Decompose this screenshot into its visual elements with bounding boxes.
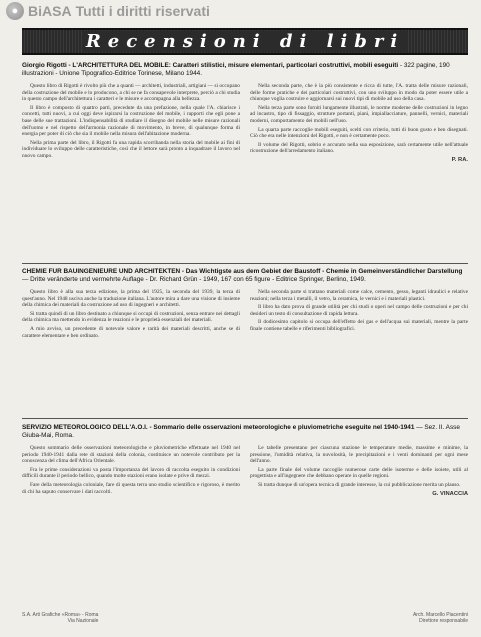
page-footer: [22, 612, 468, 624]
printer-address: Via Nazionale: [67, 618, 99, 624]
director-role: Direttore responsabile: [419, 618, 468, 624]
review-heading: [22, 62, 468, 78]
review-signature: G. VINACCIA: [432, 490, 468, 497]
review-column-right: [250, 83, 468, 164]
review-2: [22, 268, 468, 341]
review-meta: — Sez. II. Asse Giuba-Mai, Roma.: [22, 424, 460, 439]
review-meta: — Dritte veränderte und vermehrte Auflage - Dr. Richard Grün - 1949, 167 con 65 figure - Editrice Springer, Berlino, 1949.: [22, 276, 366, 283]
printer-name: S.A. Arti Grafiche «Roma» - Roma: [22, 612, 99, 618]
director-name: Arch. Marcello Piacentini: [412, 612, 468, 618]
review-paragraph: Si tratta dunque di un'opera tecnica di grande interesse, la cui pubblicazione merita un plauso.: [258, 481, 461, 488]
review-paragraph: Nella seconda parte si trattano materiali come calce, cemento, gesso, leganti idraulici e relative reazioni; nella terza i metalli, il vetro, la ceramica, le vernici e i materiali plastici.: [250, 289, 468, 302]
watermark: [6, 2, 210, 20]
review-column-left: [22, 445, 240, 497]
banner-title: Recensioni di libri: [82, 31, 408, 52]
review-title: - L'ARCHITETTURA DEL MOBILE: Caratteri stilistici, misure elementari, particolari costruttivi, mobili eseguiti: [66, 62, 399, 69]
review-paragraph: Il libro è composto di quattro parti, precedute da una prefazione, nella quale l'A. chiarisce i concetti, tutti nuovi, a cui oggi deve ispirarsi la costruzione del mobile, i rapporti che egli pone a base delle sue trattazioni. L'indispensabilità di studiare il disegno del mobile nelle misure razionali dell'uomo e nel rispetto dell'armonia razionale di movimento, in breve, di qualunque forma di energia per poter di ciò che sia il mobile nella misura dell'abitazione moderna.: [22, 104, 240, 138]
section-banner: [22, 28, 468, 55]
review-paragraph: Nella seconda parte, che è la più consistente e ricca di tutte, l'A. tratta delle misure razionali, delle forme pratiche e dei particolari costruttivi, con uno sviluppo in modo da poter essere utile a chiunque voglia costruire e aggiornarsi sui nuovi tipi di mobile ad uso della casa.: [250, 83, 468, 103]
watermark-tagline: Tutti i diritti riservati: [75, 3, 210, 19]
review-paragraph: Il dodicesimo capitolo si occupa dell'effetto dei gas e dell'acqua sui materiali, mentre la parte finale contiene tabelle e riferimenti bibliografici.: [250, 319, 468, 332]
review-author: Giorgio Rigotti: [22, 62, 67, 69]
review-heading: [22, 268, 468, 284]
review-paragraph: Il libro ha dato prova di grande utilità per chi studi o operi nel campo delle costruzioni e per chi desideri un testo di consultazione di rapida lettura.: [250, 304, 468, 317]
review-paragraph: Fare della meteorologia coloniale, fare di questa terra uno studio scientifico e rigoroso, è merito di chi ha saputo conservare i dati raccolti.: [22, 481, 240, 495]
review-paragraph: Il volume del Rigotti, sobrio e accurato nella sua esposizione, sarà certamente utile nell'attuale ricostruzione dell'arredamento italiano.: [250, 141, 468, 155]
watermark-brand: BiASA: [28, 3, 72, 19]
review-column-right: [250, 445, 468, 497]
review-author: SERVIZIO METEOROLOGICO DELL'A.O.I.: [22, 424, 148, 431]
review-paragraph: Questo sommario delle osservazioni meteorologiche e pluviometriche effettuate nel 1940 nel periodo 1940-1941 dalla rete di stazioni della colonia, costituisce un notevole contributo per la conoscenza del clima dell'Africa Orientale.: [22, 445, 240, 465]
review-heading: [22, 424, 468, 440]
review-signature: P. RA.: [451, 156, 468, 163]
review-paragraph: Nella prima parte del libro, il Rigotti fa una rapida scorribanda nella storia del mobile ai fini di individuare lo sviluppo delle caratteristiche, così che il lettore sarà pronto a inquadrare il lavoro nel nuovo campo.: [22, 139, 240, 159]
divider: [22, 418, 468, 419]
review-paragraph: Questo libro di Rigotti è rivolto più che a quanti — architetti, industriali, artigiani — si occupano della costruzione del mobile e lo producono, a chi se ne fa consapevole interprete, perciò a chi studia in questo campo dell'architettura i caratteri e le misure e accompagna alla bellezza.: [22, 83, 240, 103]
review-column-left: [22, 83, 240, 164]
review-title: - Sommario delle osservazioni meteorologiche e pluviometriche eseguite nel 1940-1941: [147, 424, 415, 431]
biasa-logo-icon: ●: [6, 2, 24, 20]
review-3: [22, 424, 468, 497]
review-title: - Das Wichtigste aus dem Gebiet der Baustoff - Chemie in Gemeinverständlicher Darstellung: [180, 268, 463, 275]
review-column-left: [22, 289, 240, 341]
review-paragraph: Si tratta quindi di un libro destinato a chiunque si occupi di costruzioni, senza entrare nei dettagli della chimica ma mettendo in evidenza le reazioni e le proprietà essenziali dei materiali.: [22, 310, 240, 324]
review-column-right: [250, 289, 468, 341]
review-paragraph: La parte finale del volume raccoglie numerose carte delle isoterme e delle isoiete, utili al progettista e all'ingegnere che debbano operare in quelle regioni.: [250, 466, 468, 480]
review-author: CHEMIE FUR BAUINGENIEURE UND ARCHITEKTEN: [22, 268, 181, 275]
review-meta: - 322 pagine, 190 illustrazioni - Unione Tipografico-Editrice Torinese, Milano 1944.: [22, 62, 450, 77]
review-paragraph: Le tabelle presentano per ciascuna stazione le temperature medie, massime e minime, la pressione, l'umidità relativa, la nuvolosità, le precipitazioni e i venti dominanti per ogni mese dell'anno.: [250, 445, 468, 465]
review-paragraph: Fra le prime considerazioni va posta l'importanza del lavoro di raccolta eseguito in condizioni difficili durante il periodo bellico, quando molte stazioni erano isolate e prive di mezzi.: [22, 466, 240, 480]
review-1: [22, 62, 468, 164]
review-paragraph: La quarta parte raccoglie mobili eseguiti, scelti con criterio, tutti di buon gusto e ben disegnati. Ciò che era nelle intenzioni del Rigotti, e non è certamente poco.: [250, 126, 468, 140]
review-paragraph: A mio avviso, un precedente di notevole valore e rarità dei materiali descritti, anche se di carattere elementare e ben ordinato.: [22, 325, 240, 339]
divider: [22, 263, 468, 264]
review-paragraph: Nella terza parte sono forniti lungamente illustrati, le norme moderne delle costruzioni in legno ad incastro, tipo di fissaggio, strutture portanti, piani, impiallacciature, pannelli, vernici, materiali moderni, comportamento dei mobili nell'uso.: [250, 104, 468, 124]
review-paragraph: Questo libro è alla sua terza edizione, la prima del 1925, la seconda del 1939, la terza di quest'anno. Nel 1948 usciva anche la traduzione italiana. L'autore mira a dare una visione di insieme della chimica dei materiali da costruzione ad uso di ingegneri e architetti.: [22, 289, 240, 309]
